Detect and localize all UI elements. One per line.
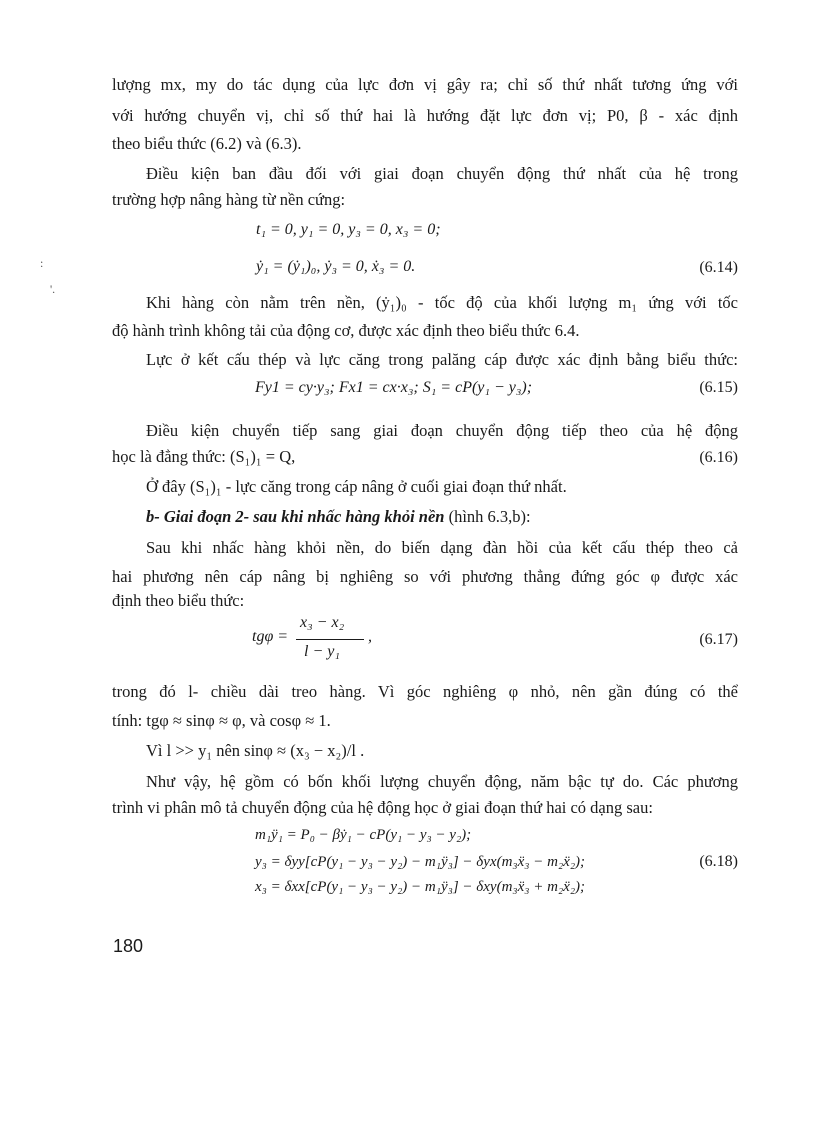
paragraph-10-line-1: Như vậy, hệ gồm có bốn khối lượng chuyển động, năm bậc tự do. Các phương — [146, 772, 738, 791]
page-number: 180 — [113, 936, 144, 956]
paragraph-5-line-2: học là đẳng thức: (S₁)₁ = Q, — [112, 447, 296, 466]
equation-6-15: Fy1 = cy·y₃; Fx1 = cx·x₃; S₁ = cP(y₁ − y₃); — [255, 379, 533, 396]
equation-number-6-14: (6.14) — [699, 259, 738, 276]
paragraph-5-line-1: Điều kiện chuyển tiếp sang giai đoạn chuyển động tiếp theo của hệ động — [146, 421, 738, 440]
section-heading — [146, 506, 738, 528]
margin-mark-2: '. — [50, 282, 56, 296]
equation-number-6-16: (6.16) — [699, 449, 738, 466]
equation-6-17 — [252, 614, 382, 666]
paragraph-1-line-2: với hướng chuyển vị, chỉ số thứ hai là hướng đặt lực đơn vị; P0, β - xác định — [112, 106, 738, 125]
equation-6-17-lhs: tgφ = — [252, 628, 289, 645]
paragraph-10-line-2: trình vi phân mô tả chuyển động của hệ động học ở giai đoạn thứ hai có dạng sau: — [112, 798, 653, 817]
equation-6-17-numerator: x₃ − x₂ — [300, 614, 345, 631]
paragraph-7-line-3: định theo biểu thức: — [112, 591, 245, 610]
paragraph-1-line-3: theo biểu thức (6.2) và (6.3). — [112, 134, 302, 153]
equation-6-18-row-2: y₃ = δyy[cP(y₁ − y₃ − y₂) − m₁ÿ₃] − δyx(m₃ẍ₃ − m₂ẍ₂); — [255, 854, 586, 870]
paragraph-1-line-1: lượng mx, my do tác dụng của lực đơn vị gây ra; chỉ số thứ nhất tương ứng với — [112, 75, 738, 94]
section-heading-ref: (hình 6.3,b): — [444, 507, 531, 526]
paragraph-2-line-1: Điều kiện ban đầu đối với giai đoạn chuyển động thứ nhất của hệ trong — [146, 164, 738, 183]
equation-6-14-row-2: ẏ₁ = (ẏ₁)₀, ẏ₃ = 0, ẋ₃ = 0. — [256, 258, 416, 275]
paragraph-3-line-1: Khi hàng còn nằm trên nền, (ẏ₁)₀ - tốc độ của khối lượng m₁ ứng với tốc — [146, 293, 738, 312]
paragraph-7-line-1: Sau khi nhấc hàng khỏi nền, do biến dạng đàn hồi của kết cấu thép theo cả — [146, 538, 738, 557]
equation-6-17-comma: , — [368, 628, 372, 645]
paragraph-7-line-2: hai phương nên cáp nâng bị nghiêng so với phương thẳng đứng góc φ được xác — [112, 567, 738, 586]
margin-mark-1: : — [40, 256, 44, 270]
paragraph-9-line-1: Vì l >> y₁ nên sinφ ≈ (x₃ − x₂)/l . — [146, 741, 365, 760]
paragraph-8-line-2: tính: tgφ ≈ sinφ ≈ φ, và cosφ ≈ 1. — [112, 711, 331, 730]
paragraph-6-line-1: Ở đây (S₁)₁ - lực căng trong cáp nâng ở cuối giai đoạn thứ nhất. — [146, 477, 567, 496]
equation-number-6-15: (6.15) — [699, 379, 738, 396]
paragraph-2-line-2: trường hợp nâng hàng từ nền cứng: — [112, 190, 346, 209]
fraction-bar — [296, 639, 364, 640]
equation-number-6-18: (6.18) — [699, 853, 738, 870]
paragraph-3-line-2: độ hành trình không tải của động cơ, được xác định theo biểu thức 6.4. — [112, 321, 580, 340]
paragraph-4-line-1: Lực ở kết cấu thép và lực căng trong palăng cáp được xác định bằng biểu thức: — [146, 350, 738, 369]
section-heading-title: b- Giai đoạn 2- sau khi nhấc hàng khỏi nền — [146, 507, 445, 526]
equation-6-18-row-1: m₁ÿ₁ = P₀ − βẏ₁ − cP(y₁ − y₃ − y₂); — [255, 827, 472, 843]
equation-6-18-row-3: x₃ = δxx[cP(y₁ − y₃ − y₂) − m₁ÿ₃] − δxy(m₃ẍ₃ + m₂ẍ₂); — [255, 879, 586, 895]
equation-6-14-row-1: t₁ = 0, y₁ = 0, y₃ = 0, x₃ = 0; — [256, 221, 441, 238]
equation-number-6-17: (6.17) — [699, 631, 738, 648]
paragraph-8-line-1: trong đó l- chiều dài treo hàng. Vì góc nghiêng φ nhỏ, nên gần đúng có thể — [112, 682, 738, 701]
equation-6-17-denominator: l − y₁ — [304, 643, 340, 660]
